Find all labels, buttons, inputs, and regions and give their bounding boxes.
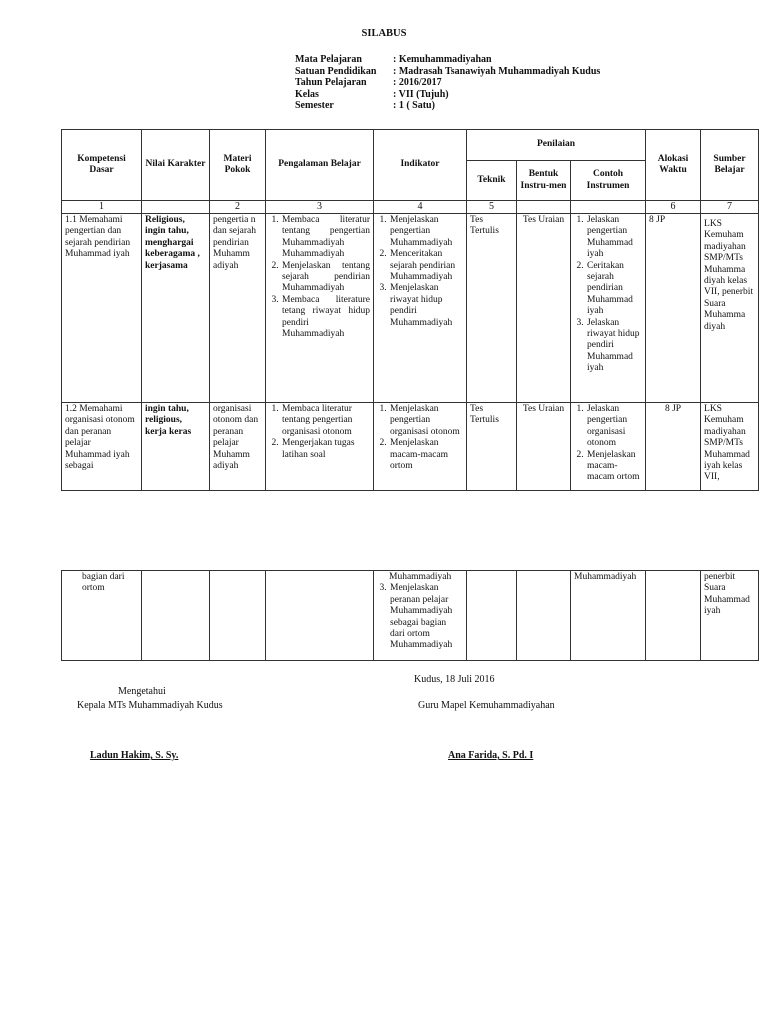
column-number-row: [62, 201, 759, 214]
cell-bentuk: Tes Uraian: [517, 214, 571, 403]
list-item: 2. Menjelaskan macam-macam ortom: [389, 438, 463, 472]
meta-key: Semester: [295, 100, 334, 112]
cell-sumber: LKS Kemuham madiyahan SMP/MTs Muhammad iyah kelas VII,: [701, 403, 759, 491]
header-indikator: Indikator: [374, 130, 467, 201]
meta-value: : Madrasah Tsanawiyah Muhammadiyah Kudus: [393, 65, 601, 77]
column-number: 6: [646, 201, 701, 214]
column-number: 2: [210, 201, 266, 214]
header-nilai: Nilai Karakter: [142, 130, 210, 201]
cell-contoh: Muhammadiyah: [571, 571, 646, 661]
meta-key: Kelas: [295, 88, 319, 100]
cell-materi: organisasi otonom dan peranan pelajar Muhamm adiyah: [210, 403, 266, 491]
cell-indikator: [374, 571, 467, 661]
meta-value: : 1 ( Satu): [393, 100, 435, 112]
cell-indikator: [374, 403, 467, 491]
list-item: 1. Jelaskan pengertian organisasi otonom: [586, 404, 642, 450]
header-alokasi: Alokasi Waktu: [646, 130, 701, 201]
meta-key: Tahun Pelajaran: [295, 77, 367, 89]
cell-pengalaman: [266, 403, 374, 491]
signatory-kepala: Ladun Hakim, S. Sy.: [90, 750, 179, 761]
header-sumber: Sumber Belajar: [701, 130, 759, 201]
cell-contoh: [571, 403, 646, 491]
list-item: 2. Menceritakan sejarah pendirian Muhammadiyah: [389, 249, 463, 283]
cell-alokasi: 8 JP: [646, 403, 701, 491]
syllabus-table-continued: [61, 570, 759, 661]
table-row: [62, 571, 759, 661]
cell-teknik: Tes Tertulis: [467, 403, 517, 491]
indikator-continued: Muhammadiyah: [389, 572, 452, 582]
list-item: 1. Menjelaskan pengertian organisasi otonom: [389, 404, 463, 438]
list-item: 2. Menjelaskan tentang sejarah pendirian Muhammadiyah: [281, 261, 370, 295]
meta-row: [295, 66, 600, 78]
list-item: 2. Menjelaskan macam-macam ortom: [586, 450, 642, 484]
meta-value: : VII (Tujuh): [393, 88, 449, 100]
column-number: 1: [62, 201, 142, 214]
cell-pengalaman: [266, 571, 374, 661]
cell-bentuk: [517, 571, 571, 661]
cell-sumber: penerbit Suara Muhammad iyah: [701, 571, 759, 661]
header-contoh: Contoh Instrumen: [571, 161, 646, 201]
syllabus-table: [61, 129, 759, 491]
meta-block: [295, 54, 600, 112]
cell-alokasi: 8 JP: [646, 214, 701, 403]
list-item: 2. Mengerjakan tugas latihan soal: [281, 438, 370, 461]
list-item: 1. Membaca literatur tentang pengertian organisasi otonom: [281, 404, 370, 438]
cell-sumber: LKS Kemuham madiyahan SMP/MTs Muhamma diyah kelas VII, penerbit Suara Muhamma diyah: [701, 214, 759, 403]
mengetahui-label: Mengetahui: [118, 686, 166, 697]
column-number: 3: [266, 201, 374, 214]
list-item: 3. Menjelaskan riwayat hidup pendiri Muhammadiyah: [389, 283, 463, 329]
kepala-label: Kepala MTs Muhammadiyah Kudus: [77, 700, 223, 711]
column-number: 5: [467, 201, 517, 214]
meta-value: : Kemuhammadiyahan: [393, 54, 492, 65]
header-kd: Kompetensi Dasar: [62, 130, 142, 201]
header-pengalaman: Pengalaman Belajar: [266, 130, 374, 201]
cell-alokasi: [646, 571, 701, 661]
cell-pengalaman: [266, 214, 374, 403]
cell-contoh: [571, 214, 646, 403]
header-teknik: Teknik: [467, 161, 517, 201]
cell-kd: bagian dari ortom: [62, 571, 142, 661]
list-item: 2. Ceritakan sejarah pendirian Muhammad iyah: [586, 261, 642, 318]
table-row: [62, 214, 759, 403]
column-number: 4: [374, 201, 467, 214]
cell-nilai: ingin tahu, religious, kerja keras: [142, 403, 210, 491]
column-number: [517, 201, 571, 214]
cell-bentuk: Tes Uraian: [517, 403, 571, 491]
header-materi: Materi Pokok: [210, 130, 266, 201]
list-item: 1. Membaca literatur tentang pengertian Muhammadiyah Muhammadiyah: [281, 215, 370, 261]
list-item: 3. Menjelaskan peranan pelajar Muhammadiyah sebagai bagian dari ortom Muhammadiyah: [389, 583, 463, 651]
table-row: [62, 403, 759, 491]
meta-row: [295, 100, 600, 112]
column-number: 7: [701, 201, 759, 214]
cell-teknik: Tes Tertulis: [467, 214, 517, 403]
meta-key: Mata Pelajaran: [295, 54, 362, 65]
meta-row: [295, 89, 600, 101]
column-number: [142, 201, 210, 214]
guru-label: Guru Mapel Kemuhammadiyahan: [418, 700, 555, 711]
list-item: 3. Membaca literature tetang riwayat hidup pendiri Muhammadiyah: [281, 295, 370, 341]
column-number: [571, 201, 646, 214]
cell-nilai: Religious, ingin tahu, menghargai keberagama , kerjasama: [142, 214, 210, 403]
cell-nilai: [142, 571, 210, 661]
header-penilaian: Penilaian: [467, 130, 646, 161]
list-item: 1. Jelaskan pengertian Muhammad iyah: [586, 215, 642, 261]
meta-value: : 2016/2017: [393, 77, 442, 89]
header-bentuk: Bentuk Instru-men: [517, 161, 571, 201]
cell-materi: pengertia n dan sejarah pendirian Muhamm adiyah: [210, 214, 266, 403]
meta-row: [295, 54, 600, 66]
cell-kd: 1.1 Memahami pengertian dan sejarah pendirian Muhammad iyah: [62, 214, 142, 403]
cell-teknik: [467, 571, 517, 661]
cell-kd: 1.2 Memahami organisasi otonom dan peranan pelajar Muhammad iyah sebagai: [62, 403, 142, 491]
meta-key: Satuan Pendidikan: [295, 65, 377, 77]
list-item: 3. Jelaskan riwayat hidup pendiri Muhammad iyah: [586, 318, 642, 375]
header-row: [62, 130, 759, 161]
signatory-guru: Ana Farida, S. Pd. I: [448, 750, 534, 761]
cell-materi: [210, 571, 266, 661]
page-title: SILABUS: [361, 28, 407, 39]
list-item: 1. Menjelaskan pengertian Muhammadiyah: [389, 215, 463, 249]
cell-indikator: [374, 214, 467, 403]
meta-row: [295, 77, 600, 89]
place-date: Kudus, 18 Juli 2016: [414, 674, 495, 685]
